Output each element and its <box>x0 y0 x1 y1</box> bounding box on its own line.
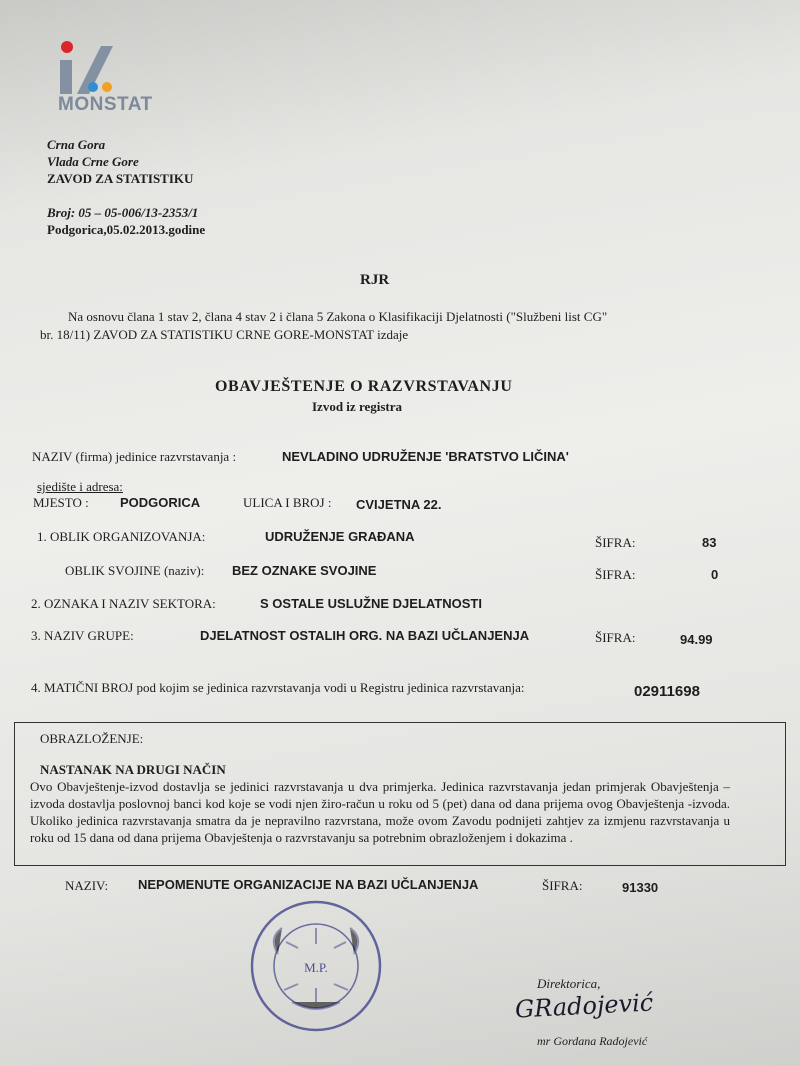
org-form-code: 83 <box>702 535 717 550</box>
sector-value: S OSTALE USLUŽNE DJELATNOSTI <box>260 596 482 611</box>
sector-label: 2. OZNAKA I NAZIV SEKTORA: <box>31 596 216 611</box>
city-label: MJESTO : <box>33 495 89 510</box>
footer-code: 91330 <box>622 880 659 895</box>
doc-code: RJR <box>360 272 390 288</box>
registration-number: 02911698 <box>634 683 700 700</box>
ownership-label: OBLIK SVOJINE (naziv): <box>65 563 205 578</box>
header-institution: ZAVOD ZA STATISTIKU <box>47 171 194 186</box>
signatory-name: mr Gordana Radojević <box>537 1034 648 1048</box>
group-value: DJELATNOST OSTALIH ORG. NA BAZI UČLANJENJA <box>200 628 530 643</box>
header-government: Vlada Crne Gore <box>47 154 139 169</box>
document-subtitle: Izvod iz registra <box>312 399 403 414</box>
ownership-code-label: ŠIFRA: <box>595 567 636 582</box>
group-code-label: ŠIFRA: <box>595 630 636 645</box>
stamp-center-text: M.P. <box>304 960 328 975</box>
group-code: 94.99 <box>680 632 713 647</box>
footer-name-label: NAZIV: <box>65 878 109 893</box>
group-label: 3. NAZIV GRUPE: <box>31 628 134 643</box>
document-title: OBAVJEŠTENJE O RAZVRSTAVANJU <box>215 378 513 395</box>
header-country: Crna Gora <box>47 137 106 152</box>
official-stamp <box>248 898 384 1034</box>
explanation-body: Ovo Obavještenje-izvod dostavlja se jedinici razvrstavanja u dva primjerka. Jedinica razvrstavanja jedan primjerak Obavještenja –izvoda dostavlja poslovnoj banci kod koje se vodi njen žiro-račun u roku od 5 (pet) dana od dana prijema ovog Obavještenja -izvoda. Ukoliko jedinica razvrstavanja smatra da je nepravilno razvrstana, može ovom Zavodu podnijeti zahtjev za izmjenu razvrstavanja u roku od 15 dana od dana prijema Obavještenja o razvrstavanju sa potrebnim obrazloženjem i dokazima . <box>30 779 730 845</box>
explanation-subheading: NASTANAK NA DRUGI NAČIN <box>40 762 226 777</box>
ownership-code: 0 <box>711 567 719 582</box>
registration-label: 4. MATIČNI BROJ pod kojim se jedinica razvrstavanja vodi u Registru jedinica razvrstavanja: <box>31 680 525 695</box>
org-form-label: 1. OBLIK ORGANIZOVANJA: <box>37 529 206 544</box>
entity-name-value: NEVLADINO UDRUŽENJE 'BRATSTVO LIČINA' <box>282 449 569 464</box>
handwritten-signature: GRadojević <box>514 988 654 1024</box>
intro-line-2: br. 18/11) ZAVOD ZA STATISTIKU CRNE GORE-MONSTAT izdaje <box>40 327 409 342</box>
street-label: ULICA I BROJ : <box>243 495 332 510</box>
monstat-logo-icon <box>55 40 125 98</box>
explanation-heading: OBRAZLOŽENJE: <box>40 731 144 746</box>
street-value: CVIJETNA 22. <box>356 497 442 512</box>
logo-wordmark: MONSTAT <box>58 94 153 115</box>
address-label: sjedište i adresa: <box>37 479 123 494</box>
org-form-code-label: ŠIFRA: <box>595 535 636 550</box>
place-date: Podgorica,05.02.2013.godine <box>47 222 206 237</box>
entity-name-label: NAZIV (firma) jedinice razvrstavanja : <box>32 449 237 464</box>
footer-name-value: NEPOMENUTE ORGANIZACIJE NA BAZI UČLANJENJA <box>138 877 479 892</box>
reference-number: Broj: 05 – 05-006/13-2353/1 <box>47 205 199 220</box>
signatory-role: Direktorica, <box>537 976 601 991</box>
org-form-value: UDRUŽENJE GRAĐANA <box>265 529 415 544</box>
footer-code-label: ŠIFRA: <box>542 878 583 893</box>
ownership-value: BEZ OZNAKE SVOJINE <box>232 563 377 578</box>
city-value: PODGORICA <box>120 495 201 510</box>
intro-line-1: Na osnovu člana 1 stav 2, člana 4 stav 2 i člana 5 Zakona o Klasifikaciji Djelatnosti ("Službeni list CG" <box>68 309 608 324</box>
